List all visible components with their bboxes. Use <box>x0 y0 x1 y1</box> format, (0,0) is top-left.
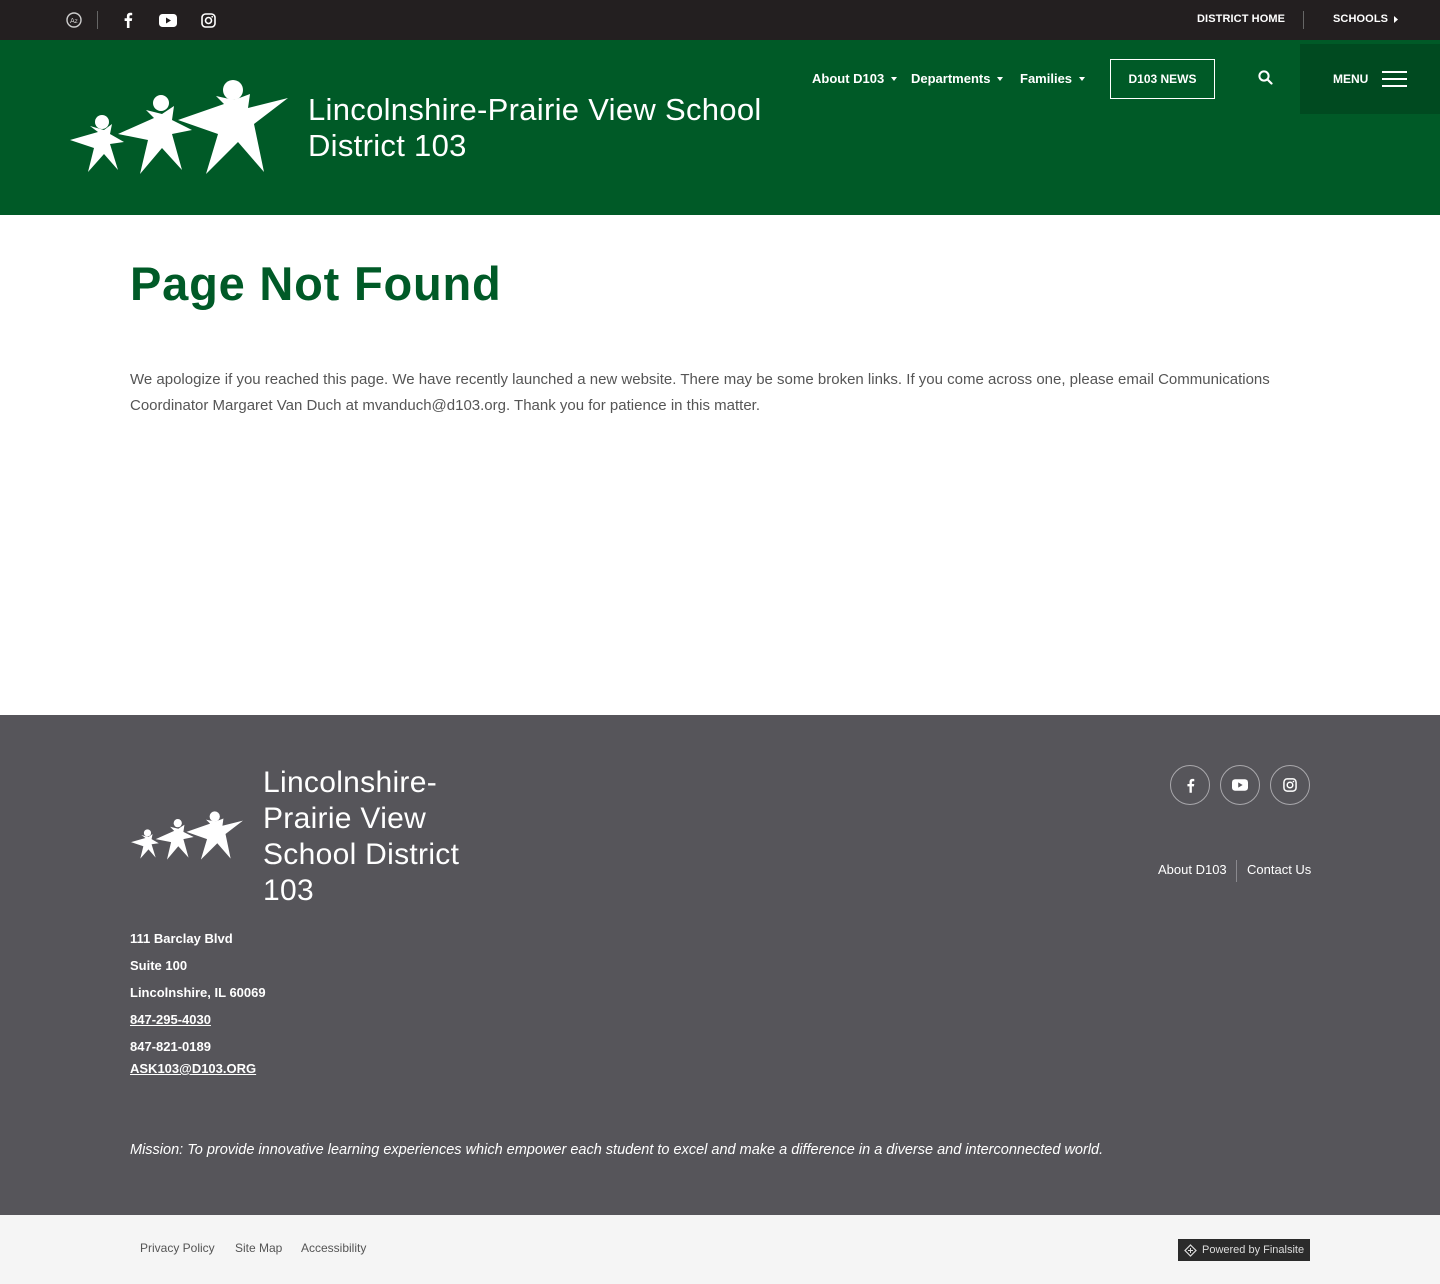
caret-down-icon <box>997 77 1003 81</box>
site-name[interactable]: Lincolnshire-Prairie View School District 103 <box>308 92 762 163</box>
footer-instagram-button[interactable] <box>1270 765 1310 805</box>
powered-by-finalsite[interactable] <box>1178 1239 1310 1261</box>
schools-dropdown[interactable] <box>1333 13 1399 25</box>
privacy-policy-link[interactable]: Privacy Policy <box>140 1241 215 1255</box>
page-message: We apologize if you reached this page. We have recently launched a new website. There may be some broken links. If you come across one, please email Communications Coordinator Margaret Van Duch at mvanduch@d103.org. Thank you for patience in this matter. <box>130 371 1270 414</box>
youtube-icon[interactable] <box>158 10 178 30</box>
nav-label: Families <box>1020 71 1073 86</box>
email-link[interactable]: ASK103@D103.ORG <box>130 1061 257 1076</box>
footer-link-about[interactable]: About D103 <box>1158 862 1227 877</box>
district-logo-icon[interactable] <box>68 78 290 178</box>
instagram-icon[interactable] <box>198 10 218 30</box>
address-line: Suite 100 <box>130 958 188 973</box>
footer-link-divider <box>1236 860 1237 882</box>
site-map-link[interactable]: Site Map <box>235 1241 283 1255</box>
site-header <box>0 40 1440 215</box>
search-button[interactable] <box>1254 66 1276 88</box>
nav-departments[interactable] <box>911 71 1003 86</box>
footer-facebook-button[interactable] <box>1170 765 1210 805</box>
svg-text:z: z <box>74 18 78 25</box>
facebook-icon <box>1186 778 1195 793</box>
fax-number: 847-821-0189 <box>130 1039 211 1054</box>
powered-by-label: Powered by Finalsite <box>1202 1244 1305 1256</box>
nav-label: Departments <box>911 71 991 86</box>
nav-label: About D103 <box>812 71 885 86</box>
footer-link-contact[interactable]: Contact Us <box>1247 862 1312 877</box>
menu-label: MENU <box>1333 72 1369 86</box>
bottom-bar <box>0 1215 1440 1284</box>
footer-site-name[interactable]: Lincolnshire-Prairie View School District 103 <box>263 766 460 907</box>
caret-down-icon <box>1079 77 1085 81</box>
hamburger-icon <box>1382 71 1407 87</box>
facebook-icon[interactable] <box>118 10 138 30</box>
nav-families[interactable] <box>1020 71 1085 86</box>
d103-news-button[interactable]: D103 NEWS <box>1110 59 1215 99</box>
menu-button[interactable] <box>1300 44 1440 114</box>
nav-about-d103[interactable] <box>812 71 897 86</box>
search-icon <box>1258 70 1273 85</box>
address-line: 111 Barclay Blvd <box>130 931 233 946</box>
footer-youtube-button[interactable] <box>1220 765 1260 805</box>
phone-link[interactable]: 847-295-4030 <box>130 1012 211 1027</box>
site-footer <box>0 715 1440 1215</box>
address-line: Lincolnshire, IL 60069 <box>130 985 266 1000</box>
caret-right-icon <box>1394 16 1399 23</box>
utility-divider <box>97 11 98 29</box>
utility-bar <box>0 0 1440 40</box>
instagram-icon <box>1283 778 1297 792</box>
caret-down-icon <box>891 77 897 81</box>
district-home-link[interactable]: DISTRICT HOME <box>1197 13 1286 25</box>
footer-logo-icon[interactable] <box>130 809 244 863</box>
schools-label: SCHOOLS <box>1333 13 1389 25</box>
accessibility-link[interactable]: Accessibility <box>301 1241 367 1255</box>
youtube-icon <box>1232 779 1248 791</box>
utility-divider <box>1303 11 1304 29</box>
finalsite-icon <box>1184 1244 1197 1257</box>
svg-text:A: A <box>70 17 75 25</box>
translate-icon[interactable] <box>64 10 84 30</box>
mission-statement: Mission: To provide innovative learning experiences which empower each student to excel and make a difference in a diverse and interconnected world. <box>130 1142 1104 1158</box>
page-title: Page Not Found <box>130 257 502 310</box>
